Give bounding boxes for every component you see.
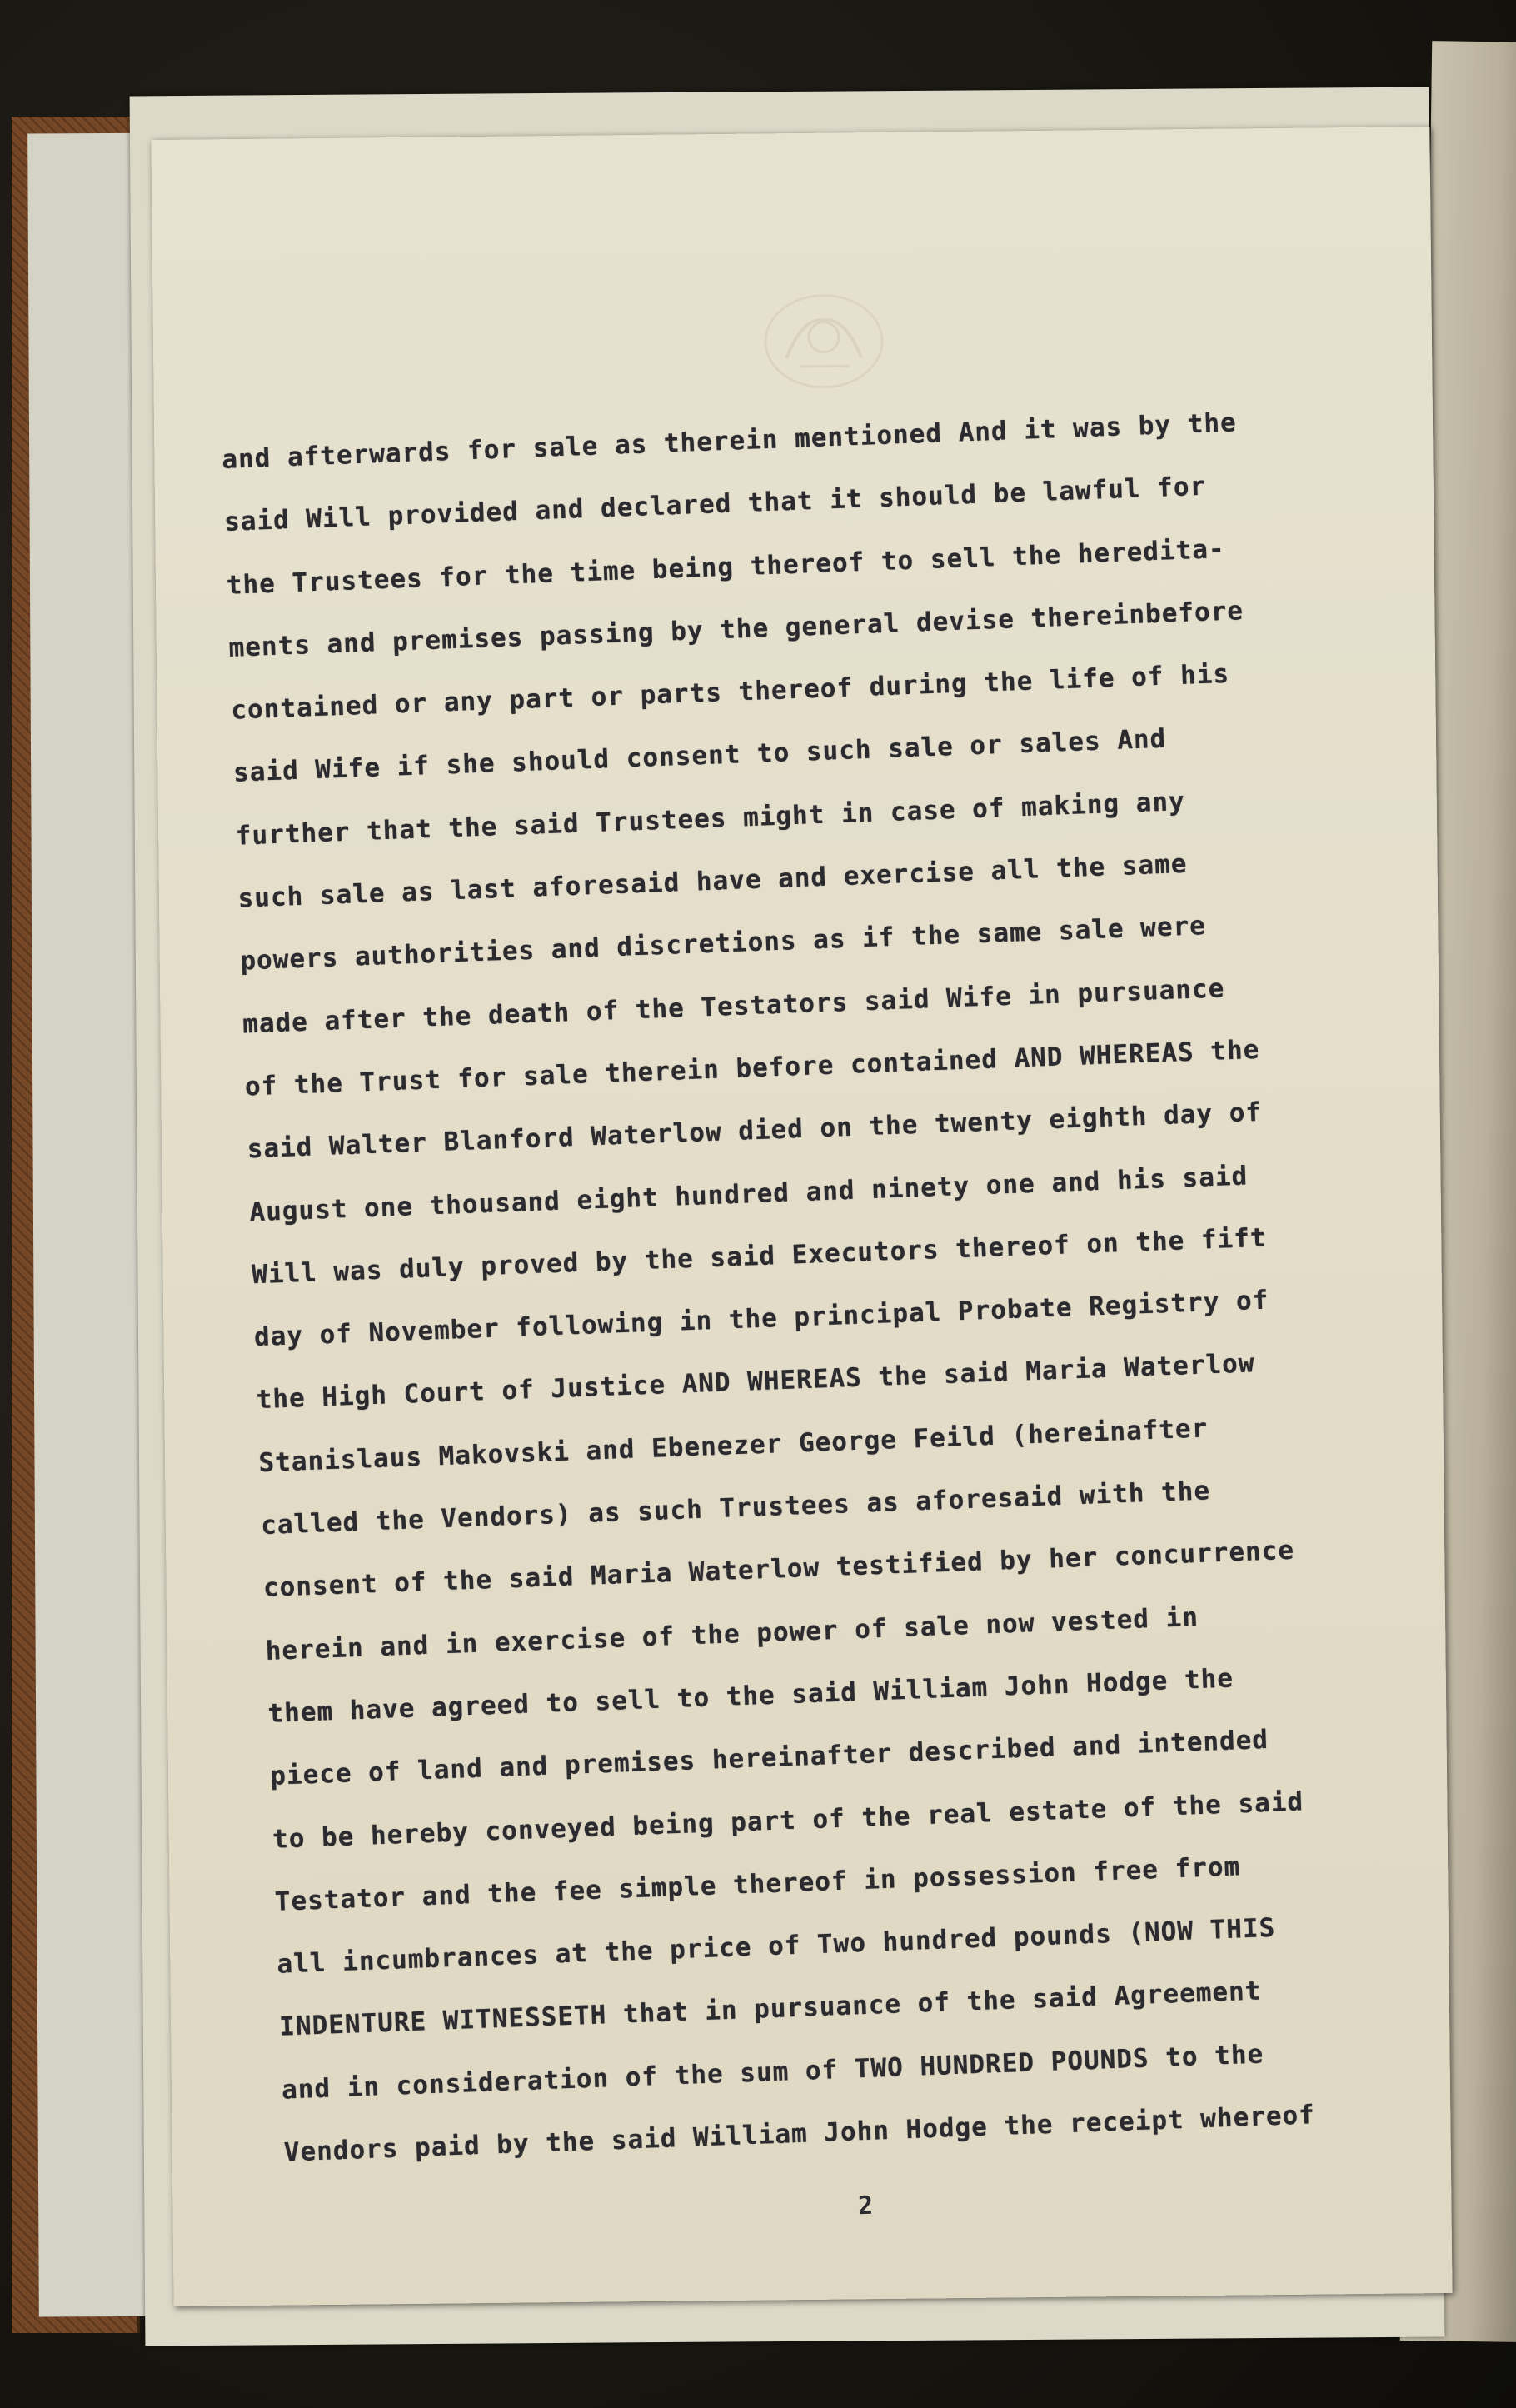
text-line: of the Trust for sale therein before contained AND WHEREAS the bbox=[244, 1034, 1260, 1102]
text-line: called the Vendors) as such Trustees as aforesaid with the bbox=[260, 1476, 1211, 1541]
text-line: consent of the said Maria Waterlow testified by her concurrence bbox=[262, 1536, 1295, 1604]
text-line: further that the said Trustees might in case of making any bbox=[235, 786, 1186, 852]
text-line: them have agreed to sell to the said William John Hodge the bbox=[267, 1663, 1234, 1729]
text-line: the Trustees for the time being thereof to sell the heredita- bbox=[226, 533, 1226, 601]
text-line: Stanislaus Makovski and Ebenezer George Feild (hereinafter bbox=[257, 1413, 1209, 1478]
embossed-seal-icon bbox=[752, 282, 895, 401]
text-line: said Will provided and declared that it should be lawful for bbox=[223, 472, 1207, 538]
text-line: and in consideration of the sum of TWO HUNDRED POUNDS to the bbox=[281, 2039, 1264, 2106]
text-line: to be hereby conveyed being part of the real estate of the said bbox=[272, 1786, 1304, 1855]
text-line: Vendors paid by the said William John Hodge the receipt whereof bbox=[283, 2100, 1316, 2168]
text-line: and afterwards for sale as therein mentioned And it was by the bbox=[221, 407, 1238, 475]
document-body-text bbox=[221, 386, 1475, 2185]
text-line: Testator and the fee simple thereof in possession free from bbox=[274, 1851, 1241, 1917]
text-line: said Walter Blanford Waterlow died on the twenty eighth day of bbox=[247, 1097, 1263, 1165]
text-line: said Wife if she should consent to such sale or sales And bbox=[232, 724, 1167, 789]
text-line: piece of land and premises hereinafter described and intended bbox=[269, 1725, 1269, 1792]
text-line: made after the death of the Testators said Wife in pursuance bbox=[242, 972, 1225, 1040]
text-line: August one thousand eight hundred and ninety one and his said bbox=[248, 1160, 1249, 1227]
text-line: herein and in exercise of the power of sale now vested in bbox=[265, 1601, 1199, 1666]
text-line: day of November following in the principal Probate Registry of bbox=[253, 1285, 1269, 1353]
text-line: such sale as last aforesaid have and exercise all the same bbox=[237, 848, 1189, 914]
text-line: powers authorities and discretions as if the same sale were bbox=[239, 911, 1207, 977]
text-line: Will was duly proved by the said Executors thereof on the fift bbox=[251, 1222, 1268, 1291]
text-line: the High Court of Justice AND WHEREAS the said Maria Waterlow bbox=[256, 1348, 1256, 1416]
text-line: all incumbrances at the price of Two hundred pounds (NOW THIS bbox=[276, 1912, 1276, 1980]
page-number: 2 bbox=[857, 2191, 874, 2221]
text-line: ments and premises passing by the general devise thereinbefore bbox=[227, 596, 1244, 663]
text-line: INDENTURE WITNESSETH that in pursuance of the said Agreement bbox=[278, 1976, 1263, 2043]
text-line: contained or any part or parts thereof during the life of his bbox=[230, 659, 1230, 726]
